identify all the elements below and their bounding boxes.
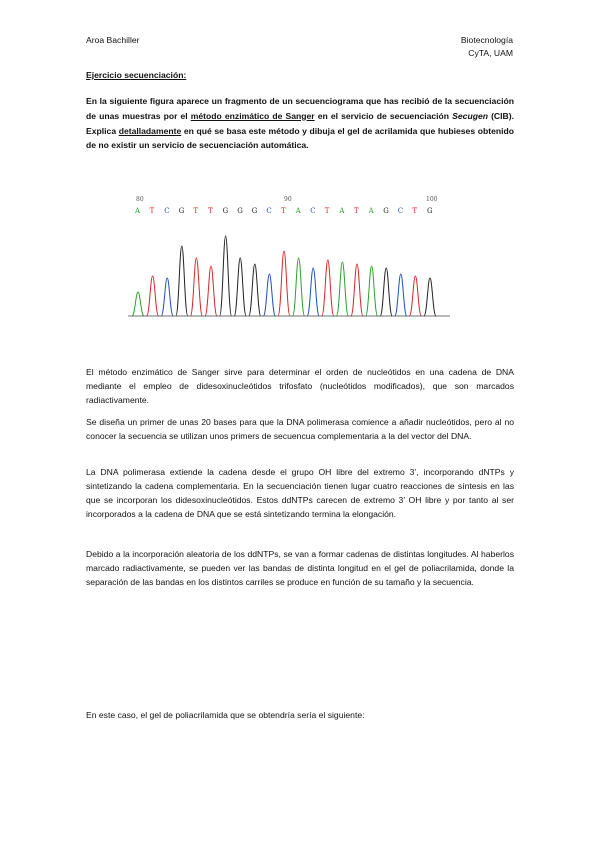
paragraph-polymerase: La DNA polimerasa extiende la cadena desde el grupo OH libre del extremo 3’, incorporando dNTPs y sintetizando la cadena complementaria. En la secuenciación tienen lugar cuatro reacciones de síntesis en las que se incorporan los didesoxinucleótidos. Estos ddNTPs carecen de extremo 3’ OH libre y por tanto al ser incorporados a la cadena de DNA que se está sintetizando termina la elongación.	[86, 467, 514, 519]
base-letter-t: T	[281, 207, 286, 215]
intro-part1: En la siguiente figura aparece un fragmento de un secuenciograma que has recibió de la secuenciación de unas muestras por el	[86, 96, 514, 121]
trace-peak-g	[249, 264, 261, 316]
trace-peak-g	[176, 246, 188, 316]
base-letter-g: G	[222, 207, 229, 215]
base-letter-g: G	[251, 207, 258, 215]
institution-label: CyTA, UAM	[468, 48, 513, 59]
base-letter-t: T	[412, 207, 418, 215]
base-letter-c: C	[164, 207, 170, 215]
trace-peak-a	[366, 266, 378, 316]
base-letter-a: A	[339, 207, 345, 215]
trace-peak-g	[234, 258, 246, 316]
emphasis-word: detalladamente	[118, 125, 182, 136]
intro-part2: en el servicio de secuenciación	[314, 110, 453, 121]
position-label-100: 100	[426, 196, 438, 203]
trace-peak-g	[220, 236, 232, 316]
base-letter-c: C	[266, 207, 272, 215]
base-letter-a: A	[368, 207, 374, 215]
trace-peak-t	[205, 266, 217, 316]
exercise-title: Ejercicio secuenciación:	[86, 70, 187, 80]
base-letter-c: C	[397, 207, 404, 215]
base-letter-a: A	[135, 207, 141, 215]
base-letter-t: T	[193, 207, 199, 215]
trace-peak-a	[293, 258, 305, 316]
gel-intro-sentence: En este caso, el gel de poliacrilamida que se obtendría sería el siguiente:	[86, 710, 365, 720]
header-right	[461, 34, 513, 61]
trace-peak-g	[424, 278, 436, 316]
trace-peak-t	[147, 276, 159, 316]
base-letter-c: C	[310, 207, 316, 215]
sequencing-chromatogram	[128, 193, 450, 318]
base-letter-a: A	[295, 207, 301, 215]
base-call-letters	[134, 207, 433, 215]
paragraph-ddntps: Debido a la incorporación aleatoria de los ddNTPs, se van a formar cadenas de distintas longitudes. Al haberlos marcado radiactivamente, se pueden ver las bandas de distinta longitud en el gel de poliacrilamida, donde la separación de las bandas en los distintos carriles se produce en función de su tamaño y la secuencia.	[86, 549, 514, 587]
trace-peak-c	[307, 268, 319, 316]
paragraph-primer: Se diseña un primer de unas 20 bases para que la DNA polimerasa comience a añadir nucleótidos, pero al no conocer la secuencia se utilizan unos primers de secuencua complementaria a la del vector del DNA.	[86, 417, 514, 441]
subject-label: Biotecnología	[460, 35, 513, 45]
trace-peak-t	[278, 251, 290, 316]
method-name: método enzimático de Sanger	[190, 110, 315, 121]
trace-peak-a	[336, 262, 348, 316]
trace-peak-g	[380, 268, 392, 316]
base-letter-t: T	[149, 207, 155, 215]
position-label-90: 90	[284, 196, 292, 203]
base-letter-t: T	[324, 207, 330, 215]
author-name: Aroa Bachiller	[86, 35, 140, 45]
position-label-80: 80	[136, 196, 144, 203]
base-letter-t: T	[208, 207, 213, 215]
trace-peak-c	[263, 274, 275, 316]
service-name: Secugen	[452, 110, 488, 121]
base-letter-g: G	[427, 207, 433, 215]
trace-peak-c	[395, 274, 407, 316]
base-letter-t: T	[354, 207, 359, 215]
base-letter-g: G	[383, 207, 389, 215]
paragraph-sanger-method: El método enzimático de Sanger sirve para determinar el orden de nucleótidos en una cadena de DNA mediante el empleo de didesoxinucleótidos trifosfato (nucleótidos modificados), que son marcados radiactivamente.	[86, 367, 514, 405]
base-letter-g: G	[178, 207, 185, 215]
intro-part3: (CIB). Explica	[86, 110, 514, 136]
trace-peak-t	[322, 260, 334, 316]
trace-peak-c	[161, 278, 173, 316]
base-letter-g: G	[237, 207, 243, 215]
trace-peak-a	[132, 292, 144, 316]
trace-peak-t	[190, 258, 202, 316]
chromatogram-traces	[132, 236, 436, 316]
intro-part4: en qué se basa este método y dibuja el gel de acrilamida que hubieses obtenido de no existir un servicio de secuenciación automática.	[86, 125, 514, 151]
exercise-statement	[86, 94, 514, 153]
trace-peak-t	[351, 264, 363, 316]
trace-peak-t	[409, 276, 421, 316]
